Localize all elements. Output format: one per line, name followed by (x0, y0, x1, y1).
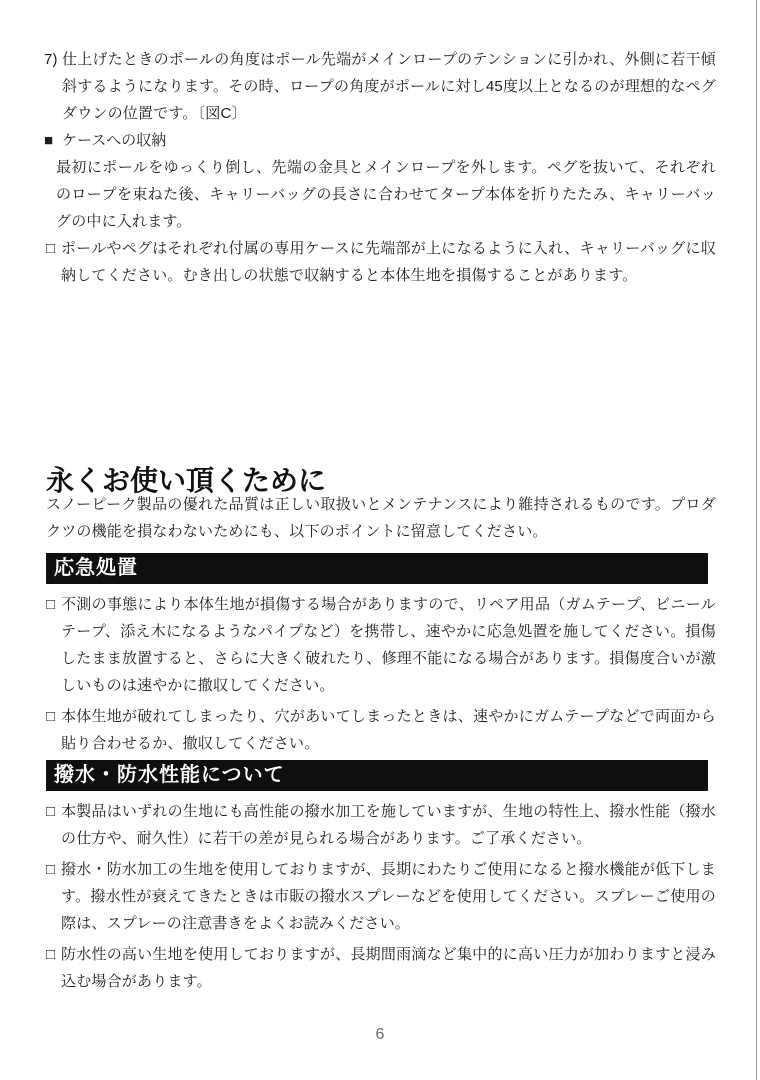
list-item-text: 撥水・防水加工の生地を使用しておりますが、長期にわたりご使用になると撥水機能が低下します。撥水性が衰えてきたときは市販の撥水スプレーなどを使用してください。スプレーご使用の際は、スプレーの注意書きをよくお読みください。 (61, 861, 716, 932)
storage-note-text: ポールやペグはそれぞれ付属の専用ケースに先端部が上になるように入れ、キャリーバッグに収納してください。むき出しの状態で収納すると本体生地を損傷することがあります。 (61, 240, 716, 284)
list-item (46, 591, 716, 699)
case-storage-heading (46, 127, 716, 154)
list-item-text: 本体生地が破れてしまったり、穴があいてしまったときは、速やかにガムテープなどで両面から貼り合わせるか、撤収してください。 (61, 708, 716, 752)
checkbox-icon: □ (46, 946, 56, 963)
list-item-text: 防水性の高い生地を使用しておりますが、長期間雨滴など集中的に高い圧力が加わりますと浸み込む場合があります。 (61, 946, 716, 990)
step-7-paragraph (46, 46, 716, 127)
checkbox-icon: □ (46, 803, 56, 820)
emergency-items-group (46, 591, 716, 761)
storage-note-item (46, 235, 716, 289)
case-storage-subsection (46, 127, 716, 235)
checkbox-icon: □ (46, 596, 56, 613)
list-item (46, 856, 716, 937)
case-storage-body: 最初にポールをゆっくり倒し、先端の金具とメインロープを外します。ペグを抜いて、それぞれのロープを束ねた後、キャリーバッグの長さに合わせてタープ本体を折りたたみ、キャリーバッグの中に入れます。 (56, 159, 716, 230)
list-item-text: 不測の事態により本体生地が損傷する場合がありますので、リペア用品（ガムテープ、ビニールテープ、添え木になるようなパイプなど）を携帯し、速やかに応急処置を施してください。損傷したまま放置すると、さらに大きく破れたり、修理不能になる場合があります。損傷度合いが激しいものは速やかに撤収してください。 (61, 596, 716, 694)
care-intro-paragraph: スノーピーク製品の優れた品質は正しい取扱いとメンテナンスにより維持されるものです。プロダクツの機能を損なわないためにも、以下のポイントに留意してください。 (46, 496, 716, 540)
checkbox-icon: □ (46, 240, 56, 257)
setup-instructions-section (46, 46, 716, 293)
step-7-text: 仕上げたときのポールの角度はポール先端がメインロープのテンションに引かれ、外側に若干傾斜するようになります。その時、ロープの角度がポールに対し45度以上となるのが理想的なペグダウンの位置です。〔図C〕 (62, 51, 716, 122)
step-number: 7) (44, 51, 58, 68)
care-section-title: 永くお使い頂くために (46, 464, 327, 496)
filled-square-icon: ■ (44, 132, 54, 149)
scan-edge-line (756, 0, 757, 1080)
water-repellency-items-group (46, 798, 716, 999)
water-repellency-heading: 撥水・防水性能について (46, 760, 708, 791)
case-storage-title: ケースへの収納 (62, 132, 167, 149)
list-item (46, 703, 716, 757)
list-item-text: 本製品はいずれの生地にも高性能の撥水加工を施していますが、生地の特性上、撥水性能（撥水の仕方や、耐久性）に若干の差が見られる場合があります。ご了承ください。 (61, 803, 716, 847)
emergency-treatment-heading: 応急処置 (46, 553, 708, 584)
checkbox-icon: □ (46, 708, 56, 725)
page-number: 6 (375, 1026, 385, 1043)
list-item (46, 798, 716, 852)
list-item (46, 941, 716, 995)
checkbox-icon: □ (46, 861, 56, 878)
